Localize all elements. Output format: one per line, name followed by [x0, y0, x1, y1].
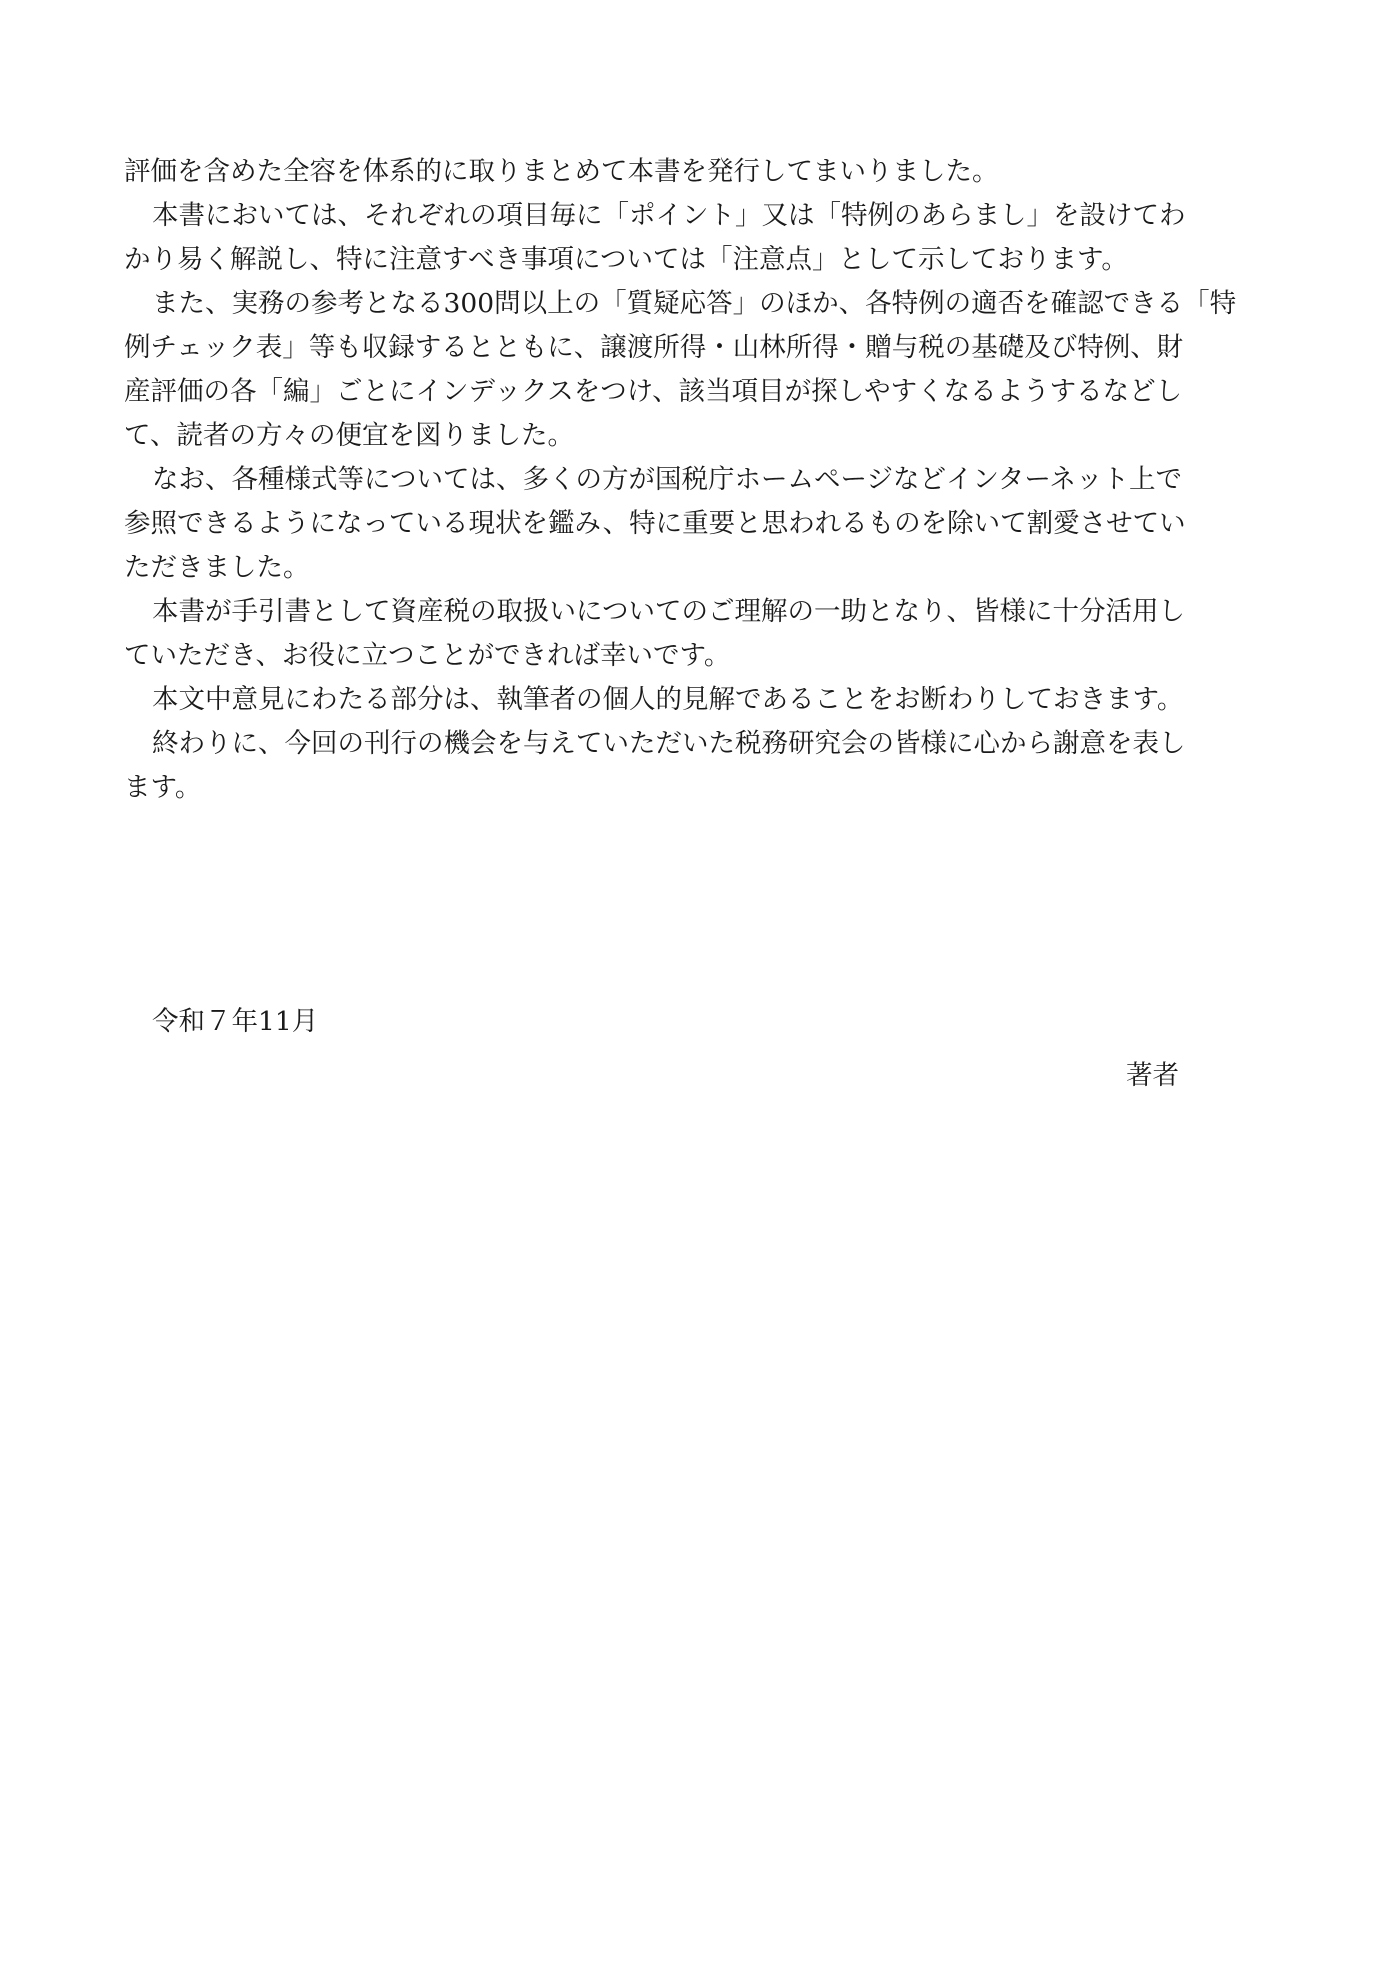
text-line: 評価を含めた全容を体系的に取りまとめて本書を発行してまいりました。 — [124, 156, 999, 187]
preface-body — [124, 150, 1237, 810]
text-line: ただきました。 — [124, 552, 310, 583]
text-line: 本文中意見にわたる部分は、執筆者の個人的見解であることをお断わりしておきます。 — [152, 684, 1184, 715]
text-line: 終わりに、今回の刊行の機会を与えていただいた税務研究会の皆様に心から謝意を表し — [152, 728, 1186, 759]
text-line: 本書が手引書として資産税の取扱いについてのご理解の一助となり、皆様に十分活用し — [152, 596, 1185, 627]
text-line: 産評価の各「編」ごとにインデックスをつけ、該当項目が探しやすくなるようするなどし — [124, 376, 1183, 407]
author-signature: 著者 — [1126, 1060, 1179, 1091]
text-line: 本書においては、それぞれの項目毎に「ポイント」又は「特例のあらまし」を設けてわ — [152, 200, 1186, 231]
text-line: 参照できるようになっている現状を鑑み、特に重要と思われるものを除いて割愛させてい — [124, 508, 1186, 539]
text-line: ていただき、お役に立つことができれば幸いです。 — [124, 640, 731, 671]
text-line: ます。 — [124, 772, 202, 803]
text-line: なお、各種様式等については、多くの方が国税庁ホームページなどインターネット上で — [152, 464, 1183, 495]
text-line: て、読者の方々の便宜を図りました。 — [124, 420, 574, 451]
text-line: かり易く解説し、特に注意すべき事項については「注意点」として示しております。 — [124, 244, 1128, 275]
text-line: 例チェック表」等も収録するとともに、譲渡所得・山林所得・贈与税の基礎及び特例、財 — [124, 332, 1184, 363]
text-line: また、実務の参考となる300問以上の「質疑応答」のほか、各特例の適否を確認できる「特 — [152, 288, 1237, 319]
date-line: 令和７年11月 — [152, 1006, 319, 1037]
